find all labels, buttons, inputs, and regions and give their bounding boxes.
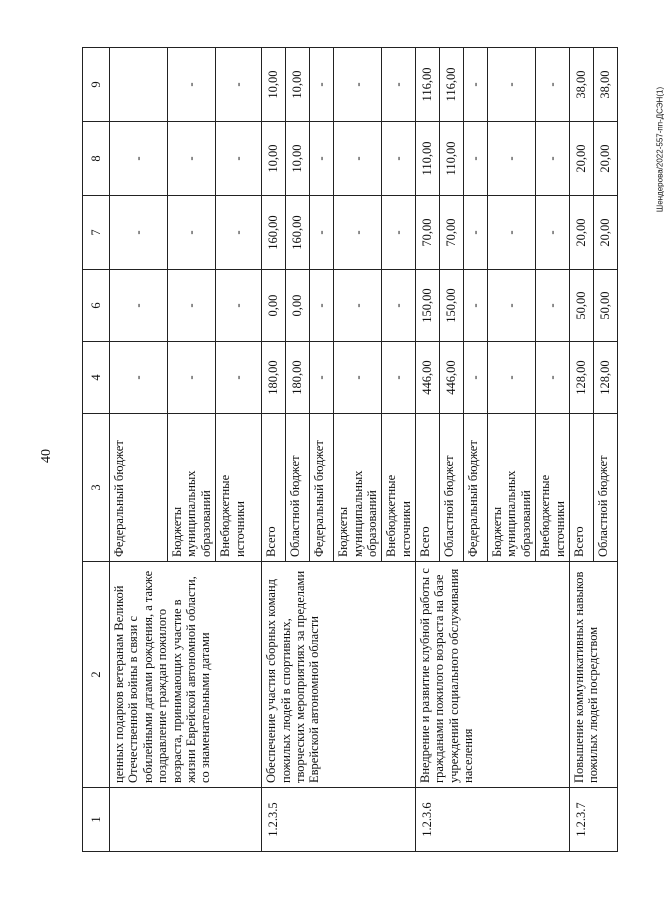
value-col9: - — [216, 48, 262, 122]
value-col9: - — [382, 48, 416, 122]
header-cell: 8 — [83, 122, 110, 196]
value-col9: - — [168, 48, 216, 122]
value-col7: - — [536, 196, 570, 270]
value-col6: - — [110, 270, 168, 342]
funding-source: Бюджеты муниципальных образований — [334, 414, 382, 562]
header-cell: 3 — [83, 414, 110, 562]
value-col8: - — [216, 122, 262, 196]
funding-source: Всего — [416, 414, 440, 562]
value-col4: 128,00 — [593, 342, 617, 414]
funding-source: Федеральный бюджет — [110, 414, 168, 562]
value-col7: 20,00 — [593, 196, 617, 270]
document-reference-note: Шендерова/2022-557-пп-ДСЭН(1) — [655, 86, 665, 213]
header-cell: 6 — [83, 270, 110, 342]
value-col8: 20,00 — [593, 122, 617, 196]
table-row — [569, 48, 593, 852]
value-col9: 10,00 — [262, 48, 286, 122]
header-row — [83, 48, 110, 852]
value-col7: 160,00 — [286, 196, 310, 270]
funding-source: Внебюджетные источники — [382, 414, 416, 562]
header-cell: 4 — [83, 342, 110, 414]
value-col4: 446,00 — [440, 342, 464, 414]
value-col8: 10,00 — [286, 122, 310, 196]
budget-table — [82, 47, 618, 852]
item-description: ценных подарков ветеранам Великой Отечественной войны в связи с юбилейными датами рождения, а также поздравление граждан пожилого возраста, принимающих участие в жизни Еврейской автономной области, со знаменательными датами — [110, 562, 262, 788]
item-description: Обеспечение участия сборных команд пожилых людей в спортивных, творческих мероприятиях за пределами Еврейской автономной области — [262, 562, 416, 788]
value-col8: - — [382, 122, 416, 196]
value-col9: 38,00 — [593, 48, 617, 122]
value-col6: - — [216, 270, 262, 342]
value-col6: 150,00 — [416, 270, 440, 342]
value-col7: - — [488, 196, 536, 270]
value-col4: - — [110, 342, 168, 414]
value-col8: - — [536, 122, 570, 196]
value-col7: 70,00 — [440, 196, 464, 270]
value-col9: 38,00 — [569, 48, 593, 122]
value-col7: - — [382, 196, 416, 270]
value-col6: 50,00 — [593, 270, 617, 342]
value-col8: - — [334, 122, 382, 196]
value-col4: - — [536, 342, 570, 414]
value-col8: - — [168, 122, 216, 196]
funding-source: Областной бюджет — [440, 414, 464, 562]
value-col9: - — [464, 48, 488, 122]
value-col7: - — [168, 196, 216, 270]
value-col4: - — [310, 342, 334, 414]
value-col4: 180,00 — [286, 342, 310, 414]
value-col4: 446,00 — [416, 342, 440, 414]
header-cell: 1 — [83, 788, 110, 852]
value-col7: - — [216, 196, 262, 270]
value-col4: 128,00 — [569, 342, 593, 414]
value-col6: 150,00 — [440, 270, 464, 342]
table-row — [262, 48, 286, 852]
funding-source: Областной бюджет — [593, 414, 617, 562]
funding-source: Федеральный бюджет — [310, 414, 334, 562]
value-col8: - — [310, 122, 334, 196]
value-col7: 20,00 — [569, 196, 593, 270]
item-description: Внедрение и развитие клубной работы с гражданами пожилого возраста на базе учреждений социального обслуживания населения — [416, 562, 570, 788]
value-col7: 160,00 — [262, 196, 286, 270]
value-col7: - — [464, 196, 488, 270]
value-col8: 10,00 — [262, 122, 286, 196]
rotated-table-container — [82, 48, 613, 852]
value-col8: 110,00 — [416, 122, 440, 196]
header-cell: 2 — [83, 562, 110, 788]
value-col4: - — [168, 342, 216, 414]
value-col9: - — [310, 48, 334, 122]
value-col6: 50,00 — [569, 270, 593, 342]
value-col6: 0,00 — [286, 270, 310, 342]
value-col6: - — [310, 270, 334, 342]
value-col8: - — [110, 122, 168, 196]
value-col8: - — [488, 122, 536, 196]
value-col7: - — [310, 196, 334, 270]
funding-source: Бюджеты муниципальных образований — [168, 414, 216, 562]
item-code: 1.2.3.6 — [416, 788, 570, 852]
funding-source: Бюджеты муниципальных образований — [488, 414, 536, 562]
value-col6: - — [488, 270, 536, 342]
value-col9: - — [488, 48, 536, 122]
value-col6: - — [536, 270, 570, 342]
value-col4: - — [334, 342, 382, 414]
funding-source: Всего — [569, 414, 593, 562]
value-col6: - — [382, 270, 416, 342]
funding-source: Всего — [262, 414, 286, 562]
value-col6: - — [464, 270, 488, 342]
page-number: 40 — [39, 449, 54, 463]
value-col7: 70,00 — [416, 196, 440, 270]
item-description: Повышение коммуникативных навыков пожилых людей посредством — [569, 562, 617, 788]
item-code: 1.2.3.7 — [569, 788, 617, 852]
value-col4: - — [216, 342, 262, 414]
value-col7: - — [110, 196, 168, 270]
value-col9: 116,00 — [440, 48, 464, 122]
value-col4: - — [488, 342, 536, 414]
value-col4: 180,00 — [262, 342, 286, 414]
table-row — [416, 48, 440, 852]
value-col7: - — [334, 196, 382, 270]
value-col9: - — [536, 48, 570, 122]
funding-source: Внебюджетные источники — [536, 414, 570, 562]
header-cell: 7 — [83, 196, 110, 270]
header-cell: 9 — [83, 48, 110, 122]
value-col8: - — [464, 122, 488, 196]
item-code: 1.2.3.5 — [262, 788, 416, 852]
funding-source: Федеральный бюджет — [464, 414, 488, 562]
value-col6: - — [168, 270, 216, 342]
value-col8: 110,00 — [440, 122, 464, 196]
value-col4: - — [382, 342, 416, 414]
item-code — [110, 788, 262, 852]
value-col9: 116,00 — [416, 48, 440, 122]
funding-source: Областной бюджет — [286, 414, 310, 562]
funding-source: Внебюджетные источники — [216, 414, 262, 562]
value-col9 — [110, 48, 168, 122]
value-col6: 0,00 — [262, 270, 286, 342]
value-col4: - — [464, 342, 488, 414]
value-col8: 20,00 — [569, 122, 593, 196]
value-col6: - — [334, 270, 382, 342]
table-row — [110, 48, 168, 852]
value-col9: 10,00 — [286, 48, 310, 122]
value-col9: - — [334, 48, 382, 122]
